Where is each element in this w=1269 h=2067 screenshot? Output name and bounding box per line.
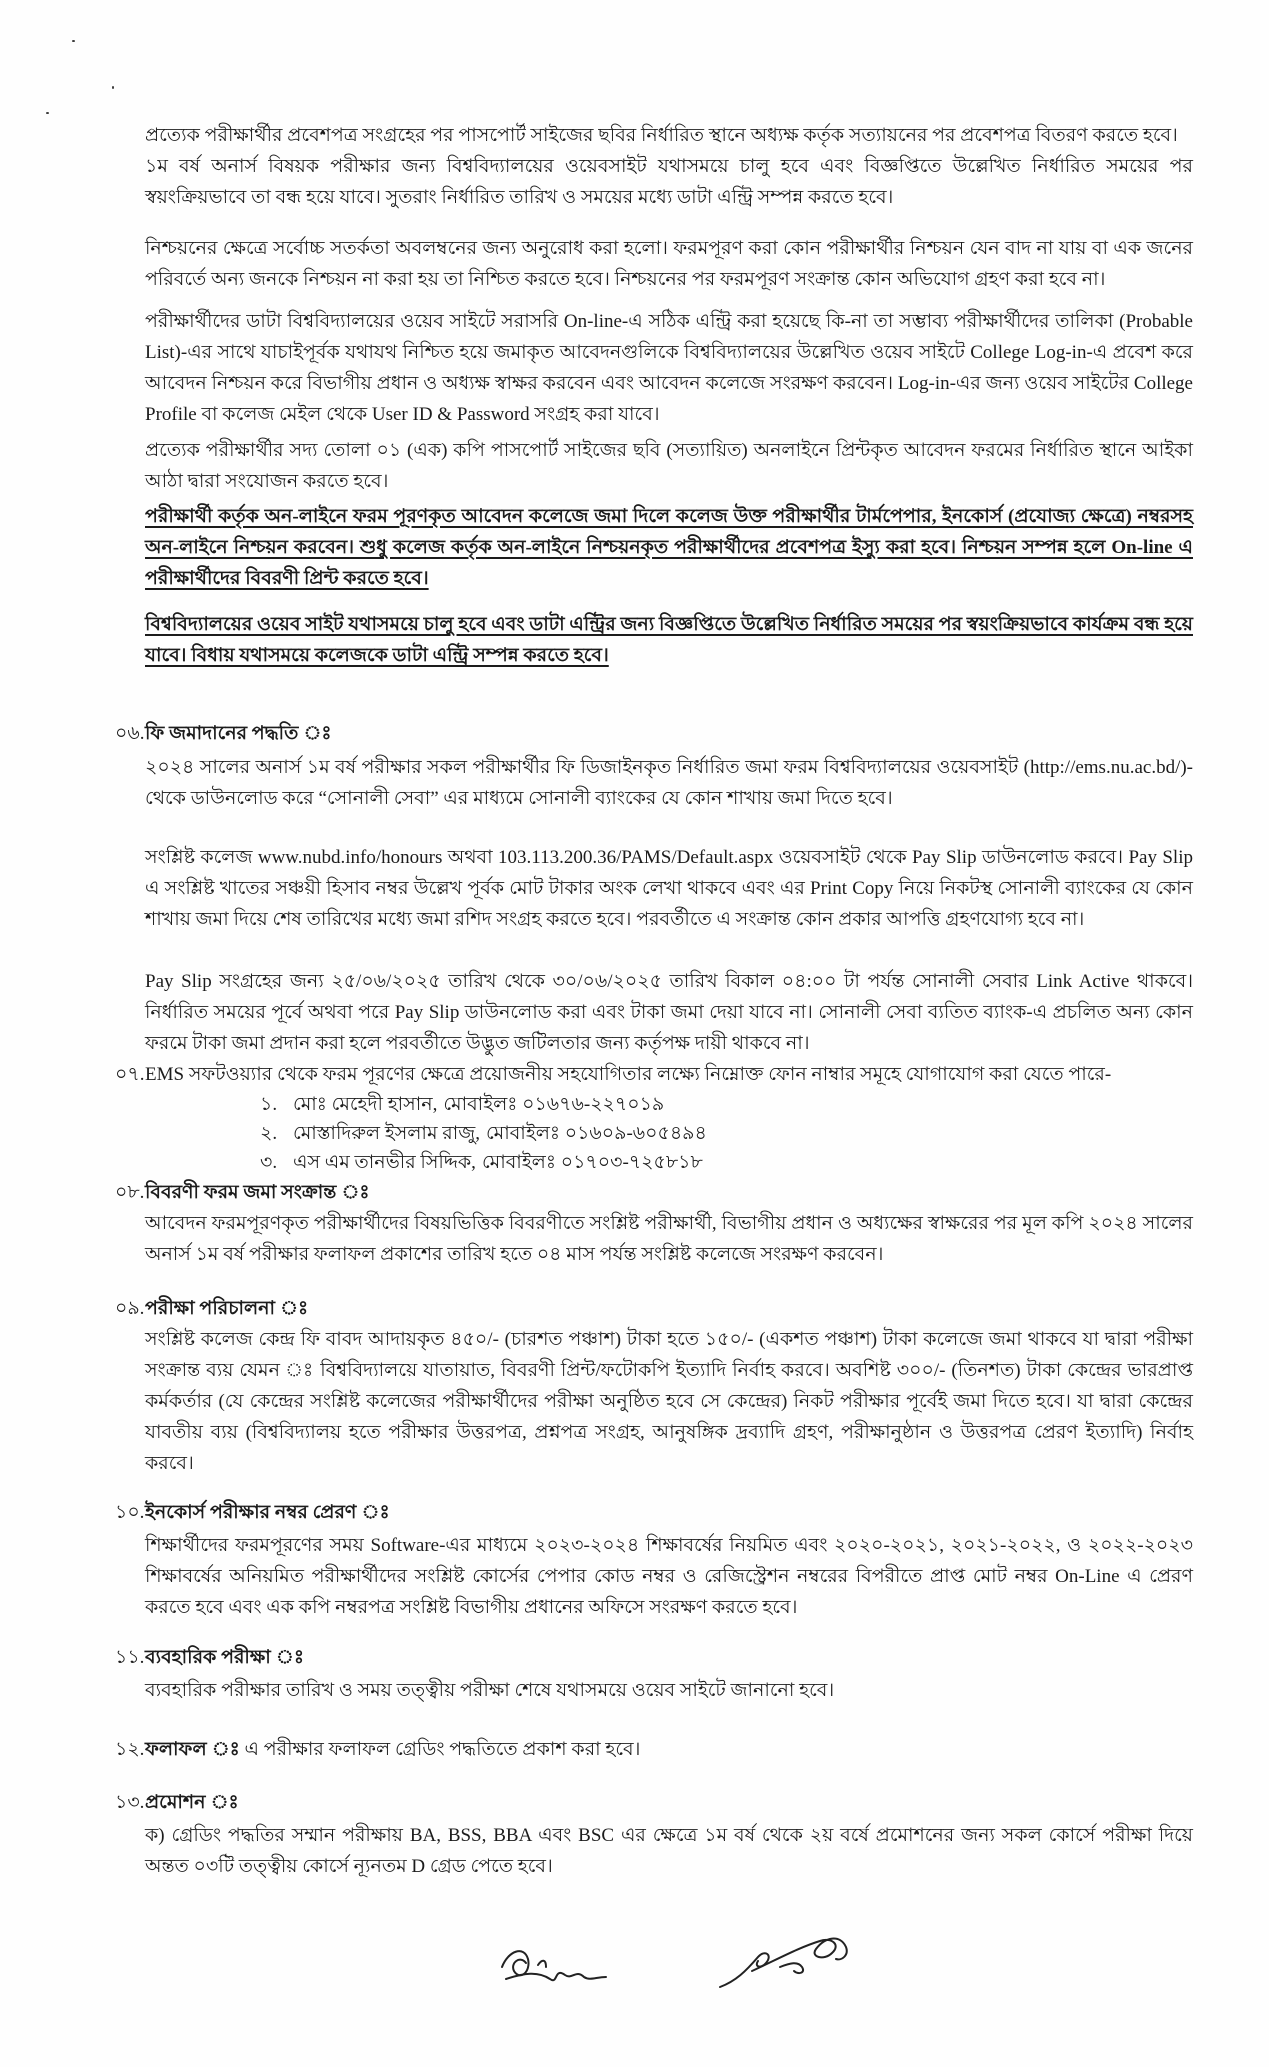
- contact-serial: ১.: [260, 1094, 278, 1115]
- section-heading: [115, 1734, 1193, 1765]
- section-title: ফি জমাদানের পদ্ধতি ঃ: [145, 723, 332, 744]
- section-number: ০৯.: [115, 1298, 145, 1319]
- contact-name: মোঃ মেহেদী হাসান,: [293, 1094, 438, 1115]
- contact-row: [260, 1119, 1269, 1148]
- section-title: পরীক্ষা পরিচালনা ঃ: [145, 1298, 309, 1319]
- scan-speck: [46, 112, 49, 114]
- section-title: প্রমোশন ঃ: [145, 1792, 239, 1813]
- body-paragraph: ১ম বর্ষ অনার্স বিষয়ক পরীক্ষার জন্য বিশ্ববিদ্যালয়ের ওয়েবসাইট যথাসময়ে চালু হবে এবং বিজ্ঞপ্তিতে উল্লেখিত নির্ধারিত সময়ের পর স্বয়ংক্রিয়ভাবে তা বন্ধ হয়ে যাবে। সুতরাং নির্ধারিত তারিখ ও সময়ের মধ্যে ডাটা এন্ট্রি সম্পন্ন করতে হবে।: [145, 156, 1193, 208]
- section-heading: [115, 1059, 1193, 1090]
- section-text: এ পরীক্ষার ফলাফল গ্রেডিং পদ্ধতিতে প্রকাশ করা হবে।: [244, 1739, 641, 1760]
- section-number: ০৭.: [115, 1064, 145, 1085]
- body-paragraph: পরীক্ষার্থীদের ডাটা বিশ্ববিদ্যালয়ের ওয়েব সাইটে সরাসরি On-line-এ সঠিক এন্ট্রি করা হয়েছে কি-না তা সম্ভাব্য পরীক্ষার্থীদের তালিকা (Probable List)-এর সাথে যাচাইপূর্বক যথাযথ নিশ্চিত হয়ে জমাকৃত আবেদনগুলিকে বিশ্ববিদ্যালয়ের উল্লেখিত ওয়েব সাইটে College Log-in-এ প্রবেশ করে আবেদন নিশ্চয়ন করে বিভাগীয় প্রধান ও অধ্যক্ষ স্বাক্ষর করবেন এবং আবেদন কলেজে সংরক্ষণ করবেন। Log-in-এর জন্য ওয়েব সাইটের College Profile বা কলেজ মেইল থেকে User ID & Password সংগ্রহ করা যাবে।: [145, 311, 1193, 425]
- section-number: ১৩.: [115, 1792, 145, 1813]
- section-text: সংশ্লিষ্ট কলেজ কেন্দ্র ফি বাবদ আদায়কৃত ৪৫০/- (চারশত পঞ্চাশ) টাকা হতে ১৫০/- (একশত পঞ্চাশ) টাকা কলেজে জমা থাকবে যা দ্বারা পরীক্ষা সংক্রান্ত ব্যয় যেমন ঃ বিশ্ববিদ্যালয়ে যাতায়াত, বিবরণী প্রিন্ট/ফটোকপি ইত্যাদি নির্বাহ করবে। অবশিষ্ট ৩০০/- (তিনশত) টাকা কেন্দ্রের ভারপ্রাপ্ত কর্মকর্তার (যে কেন্দ্রের সংশ্লিষ্ট কলেজের পরীক্ষার্থীদের পরীক্ষা অনুষ্ঠিত হবে সে কেন্দ্রের) নিকট পরীক্ষার পূর্বেই জমা দিতে হবে। যা দ্বারা কেন্দ্রের যাবতীয় ব্যয় (বিশ্ববিদ্যালয় হতে পরীক্ষার উত্তরপত্র, প্রশ্নপত্র সংগ্রহ, আনুষঙ্গিক দ্রব্যাদি গ্রহণ, পরীক্ষানুষ্ঠান ও উত্তরপত্র প্রেরণ ইত্যাদি) নির্বাহ করবে।: [145, 1329, 1193, 1474]
- contact-list: [0, 1090, 1269, 1177]
- contact-mobile: মোবাইলঃ ০১৬৭৬-২২৭০১৯: [443, 1094, 665, 1115]
- section-number: ১২.: [115, 1739, 145, 1760]
- section-text: Pay Slip সংগ্রহের জন্য ২৫/০৬/২০২৫ তারিখ থেকে ৩০/০৬/২০২৫ তারিখ বিকাল ০৪:০০ টা পর্যন্ত সোনালী সেবার Link Active থাকবে। নির্ধারিত সময়ের পূর্বে অথবা পরে Pay Slip ডাউনলোড করা এবং টাকা জমা দেয়া যাবে না। সোনালী সেবা ব্যতিত ব্যাংক-এ প্রচলিত অন্য কোন ফরমে টাকা জমা প্রদান করা হলে পরবর্তীতে উদ্ভুত জটিলতার জন্য কর্তৃপক্ষ দায়ী থাকবে না।: [145, 971, 1193, 1054]
- important-notice-paragraph: পরীক্ষার্থী কর্তৃক অন-লাইনে ফরম পূরণকৃত আবেদন কলেজে জমা দিলে কলেজ উক্ত পরীক্ষার্থীর টার্মপেপার, ইনকোর্স (প্রযোজ্য ক্ষেত্রে) নম্বরসহ অন-লাইনে নিশ্চয়ন করবেন। শুধু কলেজ কর্তৃক অন-লাইনে নিশ্চয়নকৃত পরীক্ষার্থীদের প্রবেশপত্র ইস্যু করা হবে। নিশ্চয়ন সম্পন্ন হলে On-line এ পরীক্ষার্থীদের বিবরণী প্রিন্ট করতে হবে।: [145, 506, 1193, 589]
- section-number: ১০.: [115, 1502, 145, 1523]
- body-paragraph: নিশ্চয়নের ক্ষেত্রে সর্বোচ্চ সতর্কতা অবলম্বনের জন্য অনুরোধ করা হলো। ফরমপূরণ করা কোন পরীক্ষার্থীর নিশ্চয়ন যেন বাদ না যায় বা এক জনের পরিবর্তে অন্য জনকে নিশ্চয়ন না করা হয় তা নিশ্চিত করতে হবে। নিশ্চয়নের পর ফরমপূরণ সংক্রান্ত কোন অভিযোগ গ্রহণ করা হবে না।: [145, 238, 1193, 290]
- section-heading: [115, 1497, 1193, 1528]
- contact-serial: ২.: [260, 1123, 278, 1144]
- section-number: ০৮.: [115, 1182, 145, 1203]
- section-heading: [115, 718, 1193, 749]
- section-title: ইনকোর্স পরীক্ষার নম্বর প্রেরণ ঃ: [145, 1502, 390, 1523]
- section-text: আবেদন ফরমপূরণকৃত পরীক্ষার্থীদের বিষয়ভিত্তিক বিবরণীতে সংশ্লিষ্ট পরীক্ষার্থী, বিভাগীয় প্রধান ও অধ্যক্ষের স্বাক্ষরের পর মূল কপি ২০২৪ সালের অনার্স ১ম বর্ষ পরীক্ষার ফলাফল প্রকাশের তারিখ হতে ০৪ মাস পর্যন্ত সংশ্লিষ্ট কলেজে সংরক্ষণ করবেন।: [145, 1213, 1193, 1265]
- section-title: ব্যবহারিক পরীক্ষা ঃ: [145, 1647, 304, 1668]
- signatures: [480, 1925, 880, 2005]
- section-heading: [115, 1787, 1193, 1818]
- document-body: [0, 120, 1269, 1882]
- section-text: শিক্ষার্থীদের ফরমপূরণের সময় Software-এর মাধ্যমে ২০২৩-২০২৪ শিক্ষাবর্ষের নিয়মিত এবং ২০২০-২০২১, ২০২১-২০২২, ও ২০২২-২০২৩ শিক্ষাবর্ষের অনিয়মিত পরীক্ষার্থীদের সংশ্লিষ্ট কোর্সের পেপার কোড নম্বর ও রেজিস্ট্রেশন নম্বরের বিপরীতে প্রাপ্ত মোট নম্বর On-Line এ প্রেরণ করতে হবে এবং এক কপি নম্বরপত্র সংশ্লিষ্ট বিভাগীয় প্রধানের অফিসে সংরক্ষণ করতে হবে।: [145, 1535, 1193, 1618]
- scan-speck: [112, 86, 114, 89]
- section-number: ১১.: [115, 1647, 145, 1668]
- section-number: ০৬.: [115, 723, 145, 744]
- section-title: ফলাফল ঃ: [145, 1739, 240, 1760]
- body-paragraph: প্রত্যেক পরীক্ষার্থীর প্রবেশপত্র সংগ্রহের পর পাসপোর্ট সাইজের ছবির নির্ধারিত স্থানে অধ্যক্ষ কর্তৃক সত্যায়নের পর প্রবেশপত্র বিতরণ করতে হবে।: [145, 125, 1178, 146]
- important-notice-paragraph: বিশ্ববিদ্যালয়ের ওয়েব সাইট যথাসময়ে চালু হবে এবং ডাটা এন্ট্রির জন্য বিজ্ঞপ্তিতে উল্লেখিত নির্ধারিত সময়ের পর স্বয়ংক্রিয়ভাবে কার্যক্রম বন্ধ হয়ে যাবে। বিধায় যথাসময়ে কলেজকে ডাটা এন্ট্রি সম্পন্ন করতে হবে।: [145, 614, 1193, 666]
- section-title: বিবরণী ফরম জমা সংক্রান্ত ঃ: [145, 1182, 370, 1203]
- contact-serial: ৩.: [260, 1152, 278, 1173]
- section-text: সংশ্লিষ্ট কলেজ www.nubd.info/honours অথবা 103.113.200.36/PAMS/Default.aspx ওয়েবসাইট থেকে Pay Slip ডাউনলোড করবে। Pay Slip এ সংশ্লিষ্ট খাতের সঞ্চয়ী হিসাব নম্বর উল্লেখ পূর্বক মোট টাকার অংক লেখা থাকবে এবং এর Print Copy নিয়ে নিকটস্থ সোনালী ব্যাংকের যে কোন শাখায় জমা দিয়ে শেষ তারিখের মধ্যে জমা রশিদ সংগ্রহ করতে হবে। পরবর্তীতে এ সংক্রান্ত কোন প্রকার আপত্তি গ্রহণযোগ্য হবে না।: [145, 847, 1193, 930]
- section-text: ক) গ্রেডিং পদ্ধতির সম্মান পরীক্ষায় BA, BSS, BBA এবং BSC এর ক্ষেত্রে ১ম বর্ষ থেকে ২য় বর্ষে প্রমোশনের জন্য সকল কোর্সে পরীক্ষা দিয়ে অন্তত ০৩টি তত্ত্বীয় কোর্সে ন্যূনতম D গ্রেড পেতে হবে।: [145, 1825, 1193, 1877]
- contact-name: মোস্তাদিরুল ইসলাম রাজু,: [293, 1123, 480, 1144]
- signature-left: [502, 1951, 606, 1980]
- contact-row: [260, 1090, 1269, 1119]
- body-paragraph: প্রত্যেক পরীক্ষার্থীর সদ্য তোলা ০১ (এক) কপি পাসপোর্ট সাইজের ছবি (সত্যায়িত) অনলাইনে প্রিন্টকৃত আবেদন ফরমের নির্ধারিত স্থানে আইকা আঠা দ্বারা সংযোজন করতে হবে।: [145, 440, 1193, 492]
- section-text: ২০২৪ সালের অনার্স ১ম বর্ষ পরীক্ষার সকল পরীক্ষার্থীর ফি ডিজাইনকৃত নির্ধারিত জমা ফরম বিশ্ববিদ্যালয়ের ওয়েবসাইট (http://ems.nu.ac.bd/)-থেকে ডাউনলোড করে “সোনালী সেবা” এর মাধ্যমে সোনালী ব্যাংকের যে কোন শাখায় জমা দিতে হবে।: [145, 757, 1193, 809]
- section-text: EMS সফটওয়্যার থেকে ফরম পূরণের ক্ষেত্রে প্রয়োজনীয় সহযোগিতার লক্ষ্যে নিম্নোক্ত ফোন নাম্বার সমূহে যোগাযোগ করা যেতে পারে-: [145, 1064, 1112, 1085]
- contact-mobile: মোবাইলঃ ০১৬০৯-৬০৫৪৯৪: [485, 1123, 707, 1144]
- scan-speck: [72, 40, 75, 42]
- section-heading: [115, 1642, 1193, 1673]
- contact-name: এস এম তানভীর সিদ্দিক,: [293, 1152, 476, 1173]
- section-heading: [115, 1293, 1193, 1324]
- contact-mobile: মোবাইলঃ ০১৭০৩-৭২৫৮১৮: [481, 1152, 703, 1173]
- section-text: ব্যবহারিক পরীক্ষার তারিখ ও সময় তত্ত্বীয় পরীক্ষা শেষে যথাসময়ে ওয়েব সাইটে জানানো হবে।: [145, 1680, 835, 1701]
- contact-row: [260, 1148, 1269, 1177]
- signature-right: [720, 1939, 847, 1987]
- section-heading: [115, 1177, 1193, 1208]
